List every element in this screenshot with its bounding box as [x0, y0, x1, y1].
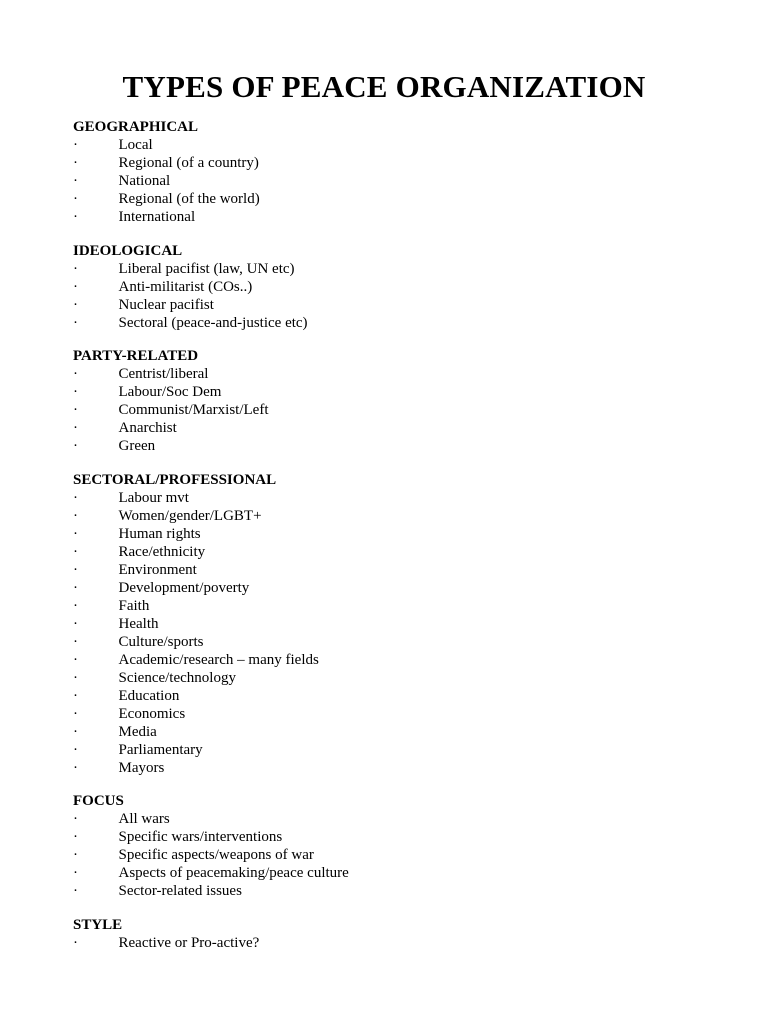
list-item-text: Anarchist — [118, 420, 177, 436]
list-item-text: Economics — [118, 705, 186, 722]
list-item-text: Culture/sports — [118, 633, 204, 650]
list-item — [73, 525, 713, 543]
section-heading: PARTY-RELATED — [73, 348, 199, 364]
bullet-icon: · — [73, 525, 78, 542]
bullet-icon: · — [73, 811, 78, 827]
bullet-icon: · — [73, 865, 78, 881]
list-item-text: Liberal pacifist (law, UN etc) — [118, 260, 295, 277]
bullet-icon: · — [73, 669, 78, 686]
bullet-icon: · — [73, 402, 78, 418]
bullet-icon: · — [73, 759, 78, 776]
bullet-icon: · — [73, 615, 78, 632]
list-item — [73, 864, 713, 882]
list-item-text: Media — [118, 723, 157, 740]
list-item — [73, 579, 713, 597]
list-item — [73, 882, 713, 900]
list-item-text: Human rights — [118, 525, 201, 542]
list-item — [73, 561, 713, 579]
bullet-icon: · — [73, 561, 78, 578]
list-item-text: Academic/research – many fields — [118, 651, 319, 668]
list-item-text: Labour/Soc Dem — [118, 384, 222, 400]
bullet-icon: · — [73, 296, 78, 313]
list-item — [73, 489, 713, 507]
bullet-icon: · — [73, 191, 78, 207]
list-item-text: Race/ethnicity — [118, 543, 206, 560]
bullet-icon: · — [73, 543, 78, 560]
bullet-icon: · — [73, 723, 78, 740]
list-item — [73, 741, 713, 759]
bullet-icon: · — [73, 847, 78, 863]
bullet-icon: · — [73, 260, 78, 277]
document-body — [73, 118, 713, 967]
bullet-icon: · — [73, 633, 78, 650]
section-geographical — [73, 118, 713, 226]
bullet-icon: · — [73, 278, 78, 295]
bullet-list — [73, 136, 713, 226]
bullet-icon: · — [73, 597, 78, 614]
list-item — [73, 401, 713, 419]
list-item-text: Green — [118, 438, 156, 454]
bullet-icon: · — [73, 314, 78, 331]
list-item — [73, 687, 713, 705]
bullet-list — [73, 934, 713, 952]
list-item — [73, 759, 713, 777]
list-item-text: Development/poverty — [118, 579, 250, 596]
bullet-icon: · — [73, 934, 78, 951]
bullet-list — [73, 365, 713, 455]
list-item — [73, 615, 713, 633]
list-item — [73, 437, 713, 455]
bullet-icon: · — [73, 420, 78, 436]
list-item — [73, 669, 713, 687]
list-item — [73, 136, 713, 154]
list-item-text: Anti-militarist (COs..) — [118, 278, 253, 295]
list-item-text: Specific wars/interventions — [118, 829, 283, 845]
bullet-icon: · — [73, 651, 78, 668]
list-item-text: Communist/Marxist/Left — [118, 402, 269, 418]
list-item — [73, 723, 713, 741]
list-item — [73, 597, 713, 615]
list-item — [73, 208, 713, 226]
list-item-text: Mayors — [118, 759, 165, 776]
list-item — [73, 705, 713, 723]
list-item — [73, 543, 713, 561]
bullet-icon: · — [73, 741, 78, 758]
list-item-text: Nuclear pacifist — [118, 296, 214, 313]
list-item-text: Parliamentary — [118, 741, 203, 758]
list-item-text: Health — [118, 615, 159, 632]
bullet-icon: · — [73, 209, 78, 225]
list-item-text: Faith — [118, 597, 150, 614]
list-item — [73, 419, 713, 437]
bullet-icon: · — [73, 829, 78, 845]
bullet-icon: · — [73, 705, 78, 722]
list-item — [73, 651, 713, 669]
bullet-icon: · — [73, 438, 78, 454]
bullet-icon: · — [73, 137, 78, 153]
list-item-text: Local — [118, 137, 153, 153]
list-item-text: All wars — [118, 811, 170, 827]
list-item-text: Environment — [118, 561, 197, 578]
list-item — [73, 934, 713, 952]
list-item-text: Regional (of a country) — [118, 155, 259, 171]
section-sectoral-professional — [73, 471, 713, 777]
list-item — [73, 172, 713, 190]
bullet-icon: · — [73, 883, 78, 899]
section-party-related — [73, 347, 713, 455]
list-item — [73, 365, 713, 383]
list-item-text: Regional (of the world) — [118, 191, 260, 207]
section-focus — [73, 792, 713, 900]
bullet-icon: · — [73, 366, 78, 382]
bullet-icon: · — [73, 687, 78, 704]
list-item-text: International — [118, 209, 196, 225]
bullet-list — [73, 260, 713, 332]
list-item — [73, 314, 713, 332]
bullet-icon: · — [73, 173, 78, 189]
list-item-text: Aspects of peacemaking/peace culture — [118, 865, 349, 881]
bullet-icon: · — [73, 155, 78, 171]
list-item-text: National — [118, 173, 171, 189]
bullet-icon: · — [73, 384, 78, 400]
list-item-text: Specific aspects/weapons of war — [118, 847, 314, 863]
list-item — [73, 154, 713, 172]
section-heading: SECTORAL/PROFESSIONAL — [73, 471, 277, 488]
bullet-list — [73, 810, 713, 900]
list-item — [73, 296, 713, 314]
list-item-text: Education — [118, 687, 180, 704]
bullet-list — [73, 489, 713, 777]
list-item-text: Centrist/liberal — [118, 366, 209, 382]
bullet-icon: · — [73, 489, 78, 506]
list-item — [73, 828, 713, 846]
list-item — [73, 278, 713, 296]
list-item-text: Reactive or Pro-active? — [118, 934, 260, 951]
list-item — [73, 846, 713, 864]
section-heading: IDEOLOGICAL — [73, 242, 183, 259]
list-item-text: Women/gender/LGBT+ — [118, 507, 262, 524]
section-style — [73, 916, 713, 952]
page-title: TYPES OF PEACE ORGANIZATION — [122, 69, 646, 104]
bullet-icon: · — [73, 507, 78, 524]
section-ideological — [73, 242, 713, 332]
list-item-text: Labour mvt — [118, 489, 189, 506]
list-item-text: Sector-related issues — [118, 883, 242, 899]
list-item — [73, 810, 713, 828]
section-heading: FOCUS — [73, 793, 124, 809]
list-item-text: Sectoral (peace-and-justice etc) — [118, 314, 308, 331]
list-item — [73, 190, 713, 208]
list-item-text: Science/technology — [118, 669, 236, 686]
list-item — [73, 507, 713, 525]
list-item — [73, 383, 713, 401]
section-heading: GEOGRAPHICAL — [73, 119, 199, 135]
list-item — [73, 633, 713, 651]
section-heading: STYLE — [73, 916, 123, 933]
bullet-icon: · — [73, 579, 78, 596]
list-item — [73, 260, 713, 278]
